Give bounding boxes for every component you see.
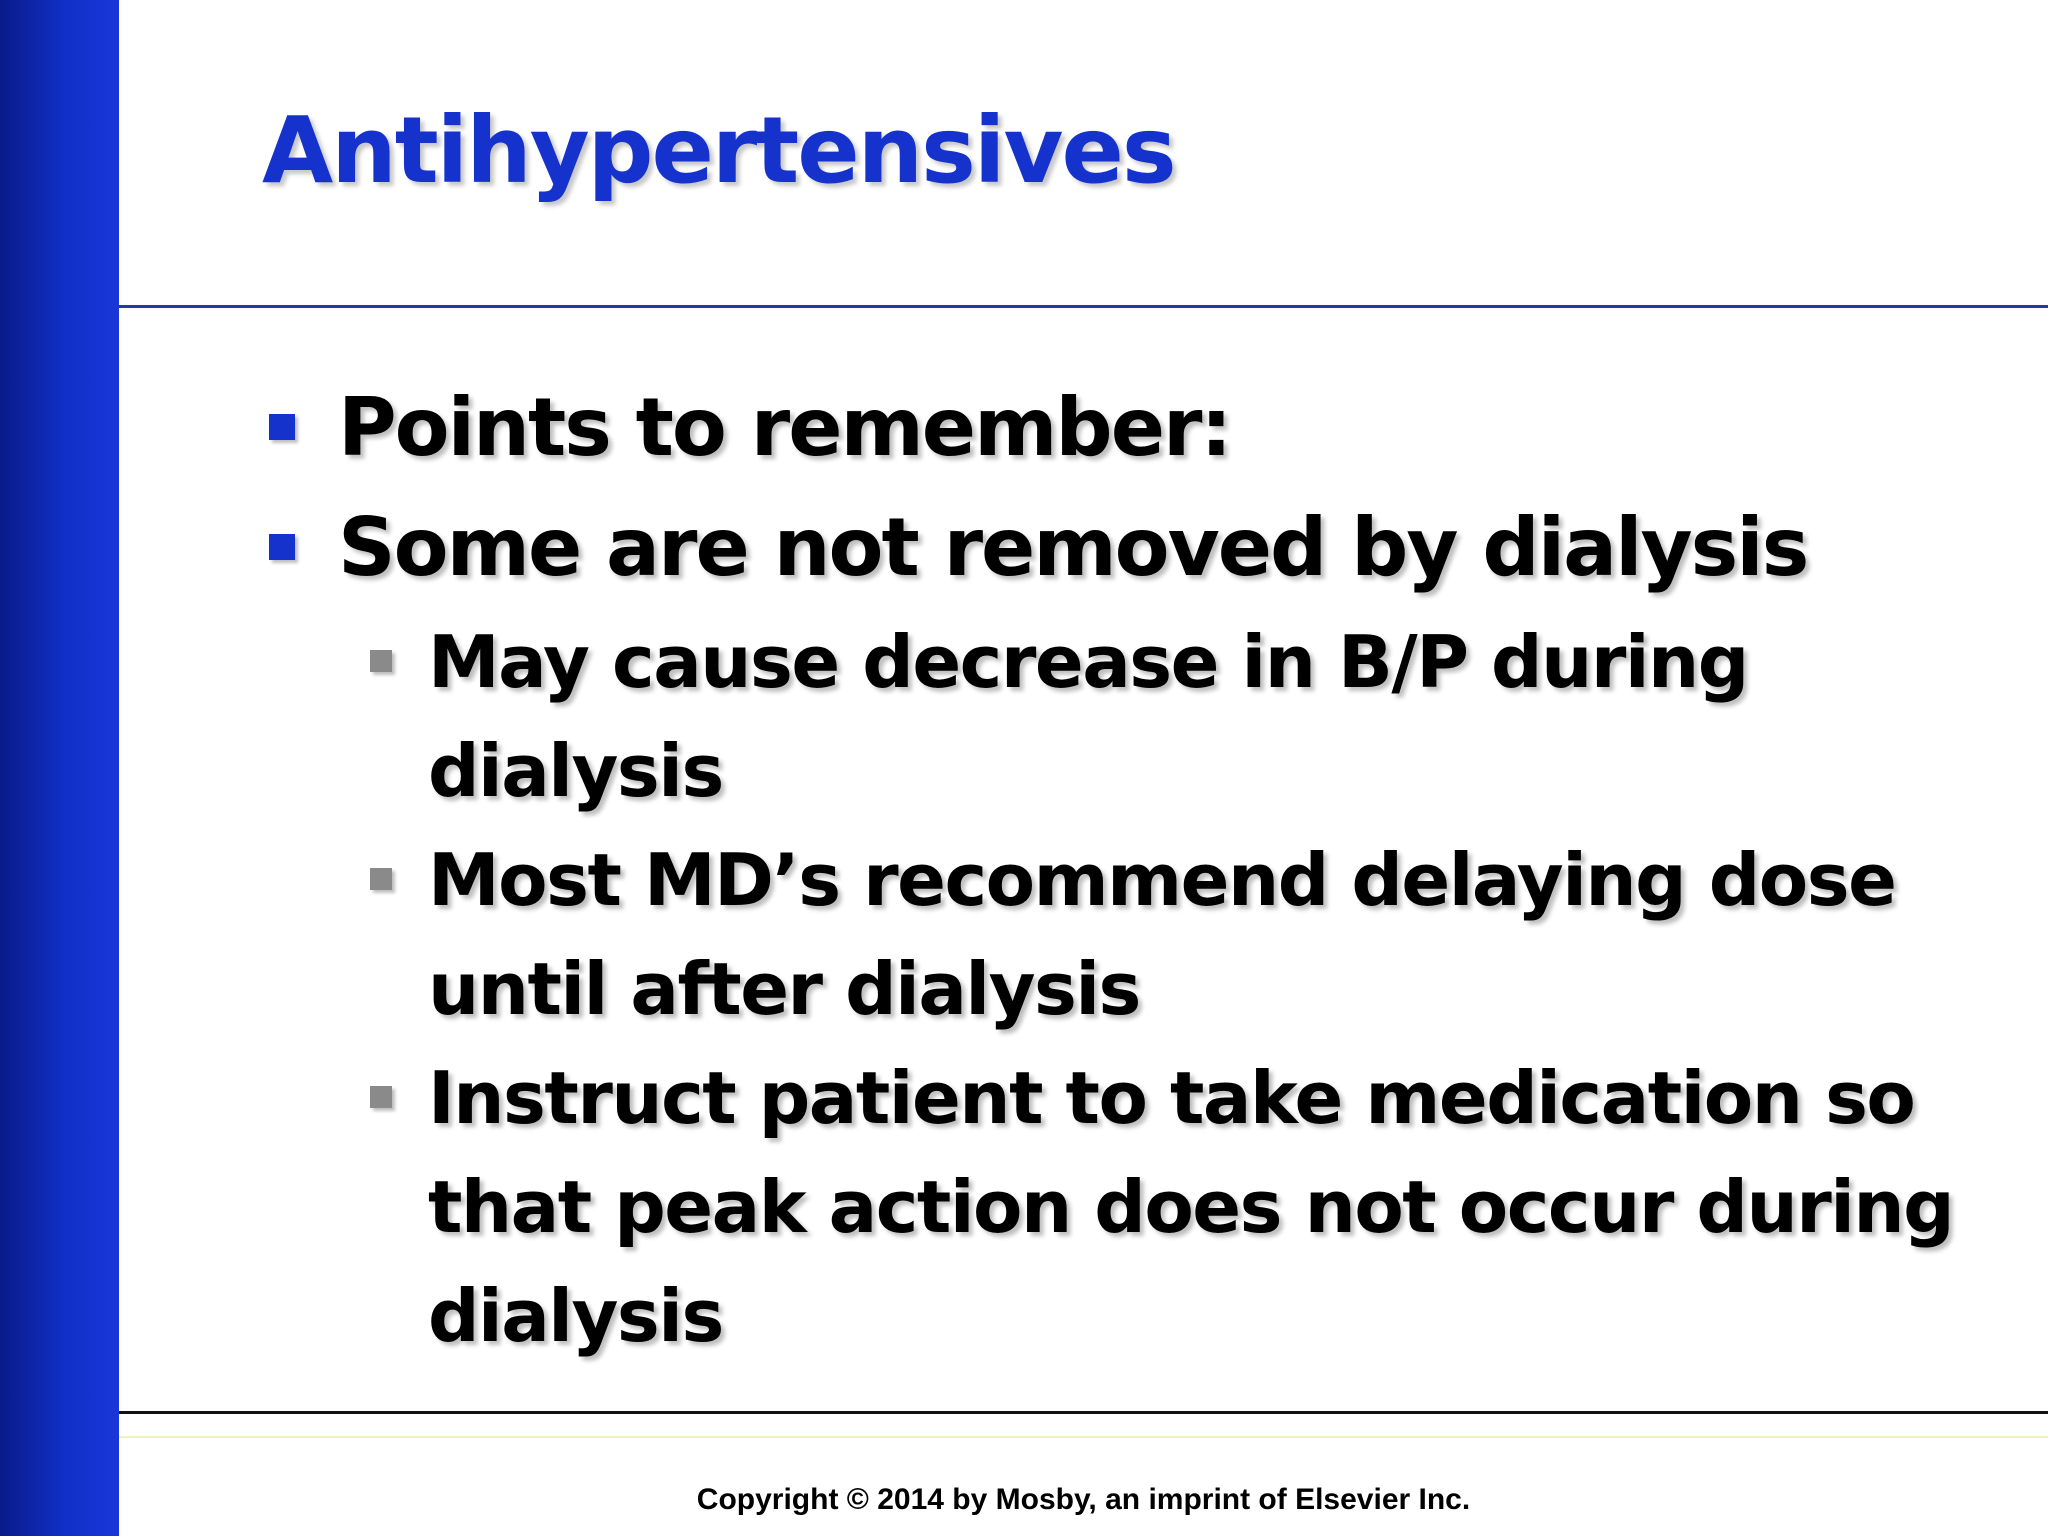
sub-bullet-line: dialysis — [428, 729, 723, 813]
copyright-notice: Copyright © 2014 by Mosby, an imprint of Elsevier Inc. — [696, 1483, 1471, 1516]
bullet-text: Some are not removed by dialysis — [338, 501, 1808, 594]
square-sub-bullet-icon — [370, 650, 392, 672]
slide-title: Antihypertensives — [262, 97, 1175, 204]
side-accent-bar — [0, 0, 119, 1536]
sub-bullet-instruct-patient — [352, 1044, 1988, 1371]
sub-bullet-line: May cause decrease in B/P during — [428, 620, 1748, 704]
footer-accent-line — [119, 1436, 2048, 1438]
slide-body — [262, 368, 2022, 1371]
bullet-points-to-remember — [262, 368, 2022, 488]
bullet-text: Points to remember: — [338, 381, 1231, 474]
square-sub-bullet-icon — [370, 1086, 392, 1108]
sub-bullet-line: until after dialysis — [428, 947, 1140, 1031]
sub-bullet-line: that peak action does not occur during — [428, 1165, 1954, 1249]
sub-bullet-delay-dose — [352, 826, 1988, 1044]
square-sub-bullet-icon — [370, 868, 392, 890]
sub-bullet-line: Instruct patient to take medication so — [428, 1056, 1915, 1140]
sub-bullet-line: dialysis — [428, 1274, 723, 1358]
square-bullet-icon — [269, 414, 295, 440]
sub-bullet-decrease-bp — [352, 608, 1988, 826]
square-bullet-icon — [269, 534, 295, 560]
footer-divider — [119, 1411, 2048, 1414]
bullet-not-removed-by-dialysis — [262, 488, 2022, 608]
title-divider — [119, 305, 2048, 308]
sub-bullet-line: Most MD’s recommend delaying dose — [428, 838, 1896, 922]
